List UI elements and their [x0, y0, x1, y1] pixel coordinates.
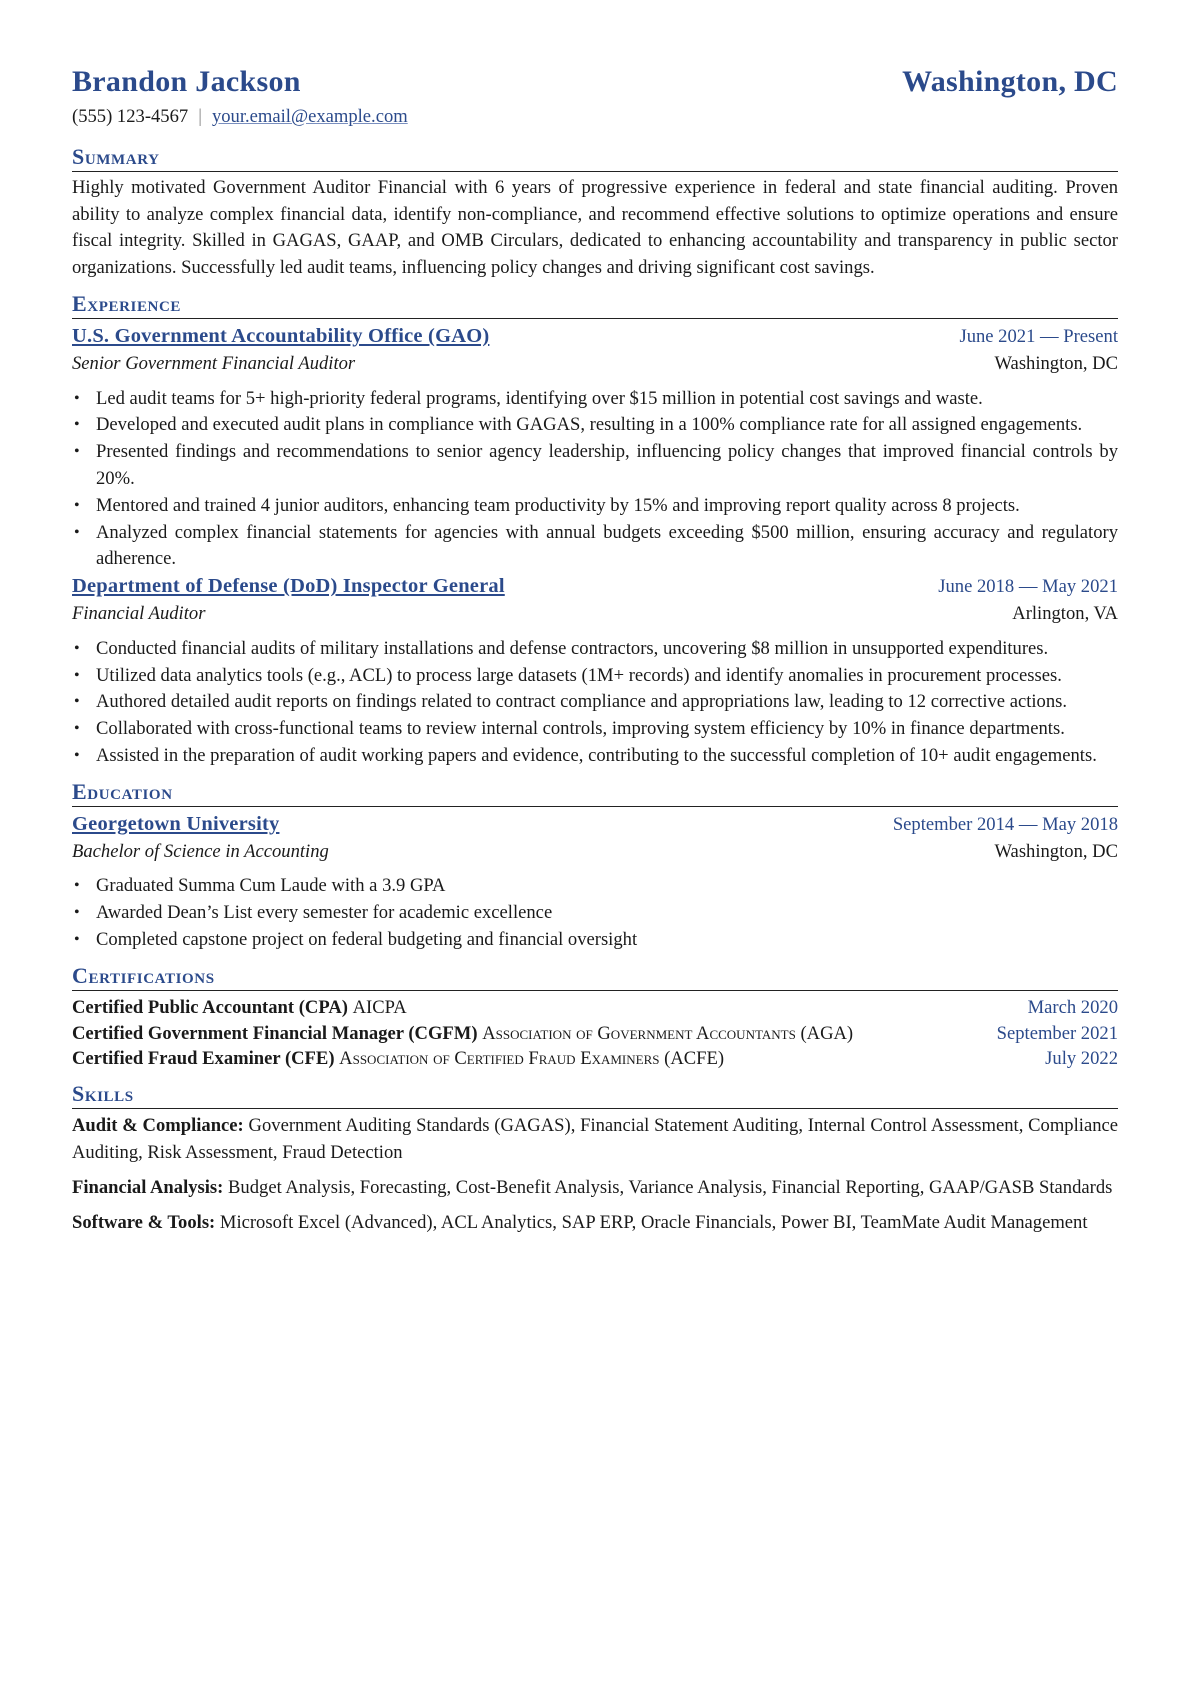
entry-header [72, 811, 1118, 839]
contact-separator: | [198, 106, 202, 127]
certification-date: July 2022 [1045, 1047, 1118, 1069]
employment-dates: June 2021 — Present [959, 325, 1118, 347]
list-item: • Mentored and trained 4 junior auditors, enhancing team productivity by 15% and improving report quality across 8 projects. [96, 493, 1118, 520]
entry-header [72, 323, 1118, 351]
list-item: • Assisted in the preparation of audit working papers and evidence, contributing to the successful completion of 10+ audit engagements. [96, 743, 1118, 770]
certification-name: Certified Fraud Examiner (CFE) [72, 1047, 335, 1069]
certification-text [72, 995, 1018, 1022]
contact-line [72, 104, 1118, 131]
school-location: Washington, DC [994, 840, 1118, 862]
resume-header [72, 62, 1118, 102]
section-title-skills: Skills [72, 1080, 1118, 1109]
certification-date: September 2021 [996, 1022, 1118, 1044]
list-item: • Collaborated with cross-functional teams to review internal controls, improving system efficiency by 10% in finance departments. [96, 716, 1118, 743]
job-title: Financial Auditor [72, 602, 206, 624]
certification-list [72, 995, 1118, 1073]
certification-text [72, 1046, 1035, 1073]
job-title: Senior Government Financial Auditor [72, 352, 356, 374]
candidate-location: Washington, DC [902, 65, 1118, 98]
certification-item [72, 1022, 1118, 1046]
skill-values: Government Auditing Standards (GAGAS), Financial Statement Auditing, Internal Control Assessment, Compliance Auditing, Risk Assessment, Fraud Detection [72, 1115, 1118, 1164]
employment-dates: June 2018 — May 2021 [938, 576, 1118, 598]
education-highlights [72, 873, 1118, 953]
list-item: • Led audit teams for 5+ high-priority federal programs, identifying over $15 million in potential cost savings and waste. [96, 386, 1118, 413]
certification-issuer: Association of Certified Fraud Examiners (ACFE) [339, 1047, 725, 1069]
experience-entry [72, 573, 1118, 770]
skill-values: Budget Analysis, Forecasting, Cost-Benefit Analysis, Variance Analysis, Financial Reporting, GAAP/GASB Standards [228, 1176, 1113, 1198]
list-item: • Developed and executed audit plans in compliance with GAGAS, resulting in a 100% compliance rate for all assigned engagements. [96, 412, 1118, 439]
candidate-name: Brandon Jackson [72, 65, 301, 98]
certification-name: Certified Government Financial Manager (CGFM) [72, 1022, 478, 1044]
certification-item [72, 1046, 1118, 1073]
entry-subheader [72, 601, 1118, 628]
section-title-education: Education [72, 778, 1118, 807]
skill-group [72, 1210, 1118, 1237]
summary-text: Highly motivated Government Auditor Financial with 6 years of progressive experience in federal and state financial auditing. Proven ability to analyze complex financial data, identify non-compliance, and recommend effective solutions to optimize operations and ensure fiscal integrity. Skilled in GAGAS, GAAP, and OMB Circulars, dedicated to enhancing accountability and transparency in public sector organizations. Successfully led audit teams, influencing policy changes and driving significant cost savings. [72, 176, 1118, 279]
list-item: • Analyzed complex financial statements for agencies with annual budgets exceeding $500 million, ensuring accuracy and regulatory adherence. [96, 520, 1118, 574]
list-item: • Authored detailed audit reports on findings related to contract compliance and appropriations law, leading to 12 corrective actions. [96, 689, 1118, 716]
certification-name: Certified Public Accountant (CPA) [72, 996, 348, 1018]
certification-issuer: Association of Government Accountants (AGA) [482, 1022, 854, 1044]
entry-subheader [72, 351, 1118, 378]
list-item: • Completed capstone project on federal budgeting and financial oversight [96, 927, 1118, 954]
section-title-certifications: Certifications [72, 962, 1118, 991]
employer-link[interactable]: U.S. Government Accountability Office (GAO) [72, 324, 490, 347]
phone-number: (555) 123-4567 [72, 106, 189, 127]
email-link[interactable]: your.email@example.com [211, 106, 408, 127]
list-item: • Awarded Dean’s List every semester for academic excellence [96, 900, 1118, 927]
section-title-summary: Summary [72, 143, 1118, 172]
entry-header [72, 573, 1118, 601]
job-location: Arlington, VA [1012, 602, 1118, 624]
education-entry [72, 811, 1118, 954]
certification-date: March 2020 [1027, 996, 1118, 1018]
list-item: • Conducted financial audits of military installations and defense contractors, uncovering $8 million in unsupported expenditures. [96, 636, 1118, 663]
experience-entry [72, 323, 1118, 573]
list-item: • Graduated Summa Cum Laude with a 3.9 GPA [96, 873, 1118, 900]
degree: Bachelor of Science in Accounting [72, 840, 329, 862]
skill-values: Microsoft Excel (Advanced), ACL Analytics, SAP ERP, Oracle Financials, Power BI, TeamMate Audit Management [219, 1211, 1088, 1233]
entry-subheader [72, 839, 1118, 866]
skill-category: Audit & Compliance: [72, 1115, 244, 1137]
certification-issuer: AICPA [352, 996, 407, 1018]
job-location: Washington, DC [994, 352, 1118, 374]
skills-list [72, 1113, 1118, 1236]
responsibility-list [72, 636, 1118, 770]
skill-group [72, 1113, 1118, 1167]
certification-text [72, 1022, 987, 1046]
skill-category: Financial Analysis: [72, 1176, 224, 1198]
school-link[interactable]: Georgetown University [72, 812, 280, 835]
certification-item [72, 995, 1118, 1022]
section-title-experience: Experience [72, 290, 1118, 319]
skill-group [72, 1175, 1118, 1202]
education-dates: September 2014 — May 2018 [892, 813, 1118, 835]
list-item: • Presented findings and recommendations to senior agency leadership, influencing policy changes that improved financial controls by 20%. [96, 439, 1118, 493]
list-item: • Utilized data analytics tools (e.g., ACL) to process large datasets (1M+ records) and identify anomalies in procurement processes. [96, 663, 1118, 690]
responsibility-list [72, 386, 1118, 574]
skill-category: Software & Tools: [72, 1211, 216, 1233]
employer-link[interactable]: Department of Defense (DoD) Inspector General [72, 575, 505, 598]
